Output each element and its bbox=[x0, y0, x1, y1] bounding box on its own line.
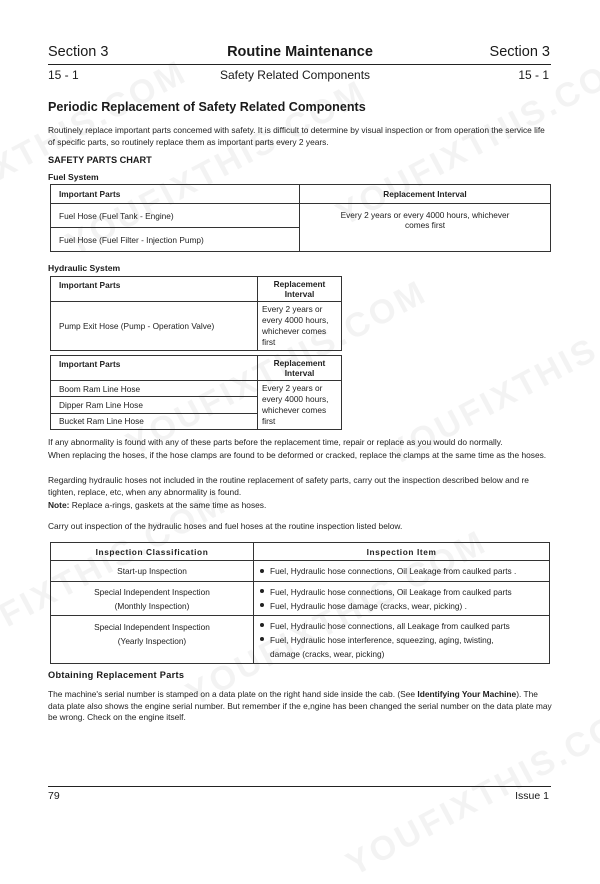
inspection-item bbox=[260, 599, 541, 613]
inspection-item-text: Fuel, Hydraulic hose damage (cracks, wear, picking) . bbox=[270, 600, 467, 611]
table-row: Dipper Ram Line Hose bbox=[51, 397, 258, 413]
bullet-icon bbox=[260, 637, 264, 641]
footer-rule bbox=[48, 786, 551, 787]
inspection-item-text: Fuel, Hydraulic hose connections, Oil Leakage from caulked parts bbox=[270, 586, 512, 597]
inspection-col-item: Inspection Item bbox=[254, 543, 550, 561]
header-section-right: Section 3 bbox=[489, 44, 550, 60]
fuel-table bbox=[50, 184, 551, 252]
hydraulic-system-label: Hydraulic System bbox=[48, 263, 121, 273]
inspection-item bbox=[260, 633, 541, 647]
header-subtitle: Safety Related Components bbox=[219, 68, 371, 82]
header-section-left: Section 3 bbox=[48, 44, 109, 60]
hydraulic-interval: Every 2 years or every 4000 hours, whichever comes first bbox=[258, 302, 342, 351]
inspection-item-text: Fuel, Hydraulic hose interference, squeezing, aging, twisting, bbox=[270, 634, 494, 645]
hydraulic-table-2 bbox=[50, 355, 342, 430]
table-row bbox=[51, 582, 254, 616]
inspection-col-class: Inspection Classification bbox=[51, 543, 254, 561]
table-row: Fuel Hose (Fuel Tank - Engine) bbox=[51, 204, 300, 228]
hydraulic-col-interval: Replacement Interval bbox=[258, 356, 342, 381]
inspection-class: Special Independent Inspection bbox=[94, 622, 210, 632]
inspection-items bbox=[254, 616, 550, 664]
note-paragraph-1: If any abnormality is found with any of these parts before the replacement time, repair or replace as you would do normally. bbox=[48, 437, 503, 447]
hydraulic-col-parts: Important Parts bbox=[51, 356, 258, 381]
inspection-item-continued: damage (cracks, wear, picking) bbox=[270, 648, 385, 659]
chart-heading: SAFETY PARTS CHART bbox=[48, 155, 152, 165]
note-text: Replace a-rings, gaskets at the same time as hoses. bbox=[69, 500, 267, 510]
note-paragraph-4: Carry out inspection of the hydraulic hoses and fuel hoses at the routine inspection listed below. bbox=[48, 521, 403, 531]
intro-paragraph: Routinely replace important parts concemed with safety. It is difficult to determine by visual inspection or from operation the service life of specific parts, so routinely replace them as important parts every 2 years. bbox=[48, 125, 545, 147]
note-line bbox=[48, 500, 553, 512]
obtaining-text-after: ). The data plate also shows the engine serial number. But remember if the e,ngine has been changed the serial number on the data plate may be wrong. Check on the engine itself. bbox=[48, 689, 552, 723]
inspection-table bbox=[50, 542, 550, 664]
fuel-col-parts: Important Parts bbox=[51, 185, 300, 204]
inspection-item-text: Fuel, Hydraulic hose connections, all Leakage from caulked parts bbox=[270, 620, 510, 631]
header-title: Routine Maintenance bbox=[227, 44, 373, 60]
header-page-right: 15 - 1 bbox=[518, 68, 549, 82]
note-label: Note: bbox=[48, 500, 70, 510]
fuel-interval: Every 2 years or every 4000 hours, whichever comes first bbox=[300, 204, 551, 252]
inspection-class-sub: (Yearly Inspection) bbox=[117, 636, 187, 646]
identifying-machine-link[interactable]: Identifying Your Machine bbox=[417, 689, 517, 699]
table-row: Bucket Ram Line Hose bbox=[51, 413, 258, 429]
bullet-icon bbox=[260, 623, 264, 627]
table-row: Pump Exit Hose (Pump - Operation Valve) bbox=[51, 302, 258, 351]
inspection-items bbox=[254, 561, 550, 582]
inspection-class: Start-up Inspection bbox=[117, 566, 187, 576]
footer-issue: Issue 1 bbox=[515, 790, 549, 802]
fuel-col-interval: Replacement Interval bbox=[300, 185, 551, 204]
table-row: Boom Ram Line Hose bbox=[51, 381, 258, 397]
inspection-class-sub: (Monthly Inspection) bbox=[114, 600, 190, 611]
fuel-system-label: Fuel System bbox=[48, 172, 99, 182]
hydraulic-interval: Every 2 years or every 4000 hours, whichever comes first bbox=[258, 381, 342, 430]
table-row bbox=[51, 616, 254, 664]
table-row bbox=[51, 561, 254, 582]
inspection-item bbox=[260, 585, 541, 599]
header-rule bbox=[48, 64, 551, 65]
header-page-left: 15 - 1 bbox=[48, 68, 79, 82]
note-paragraph-3: Regarding hydraulic hoses not included in the routine replacement of safety parts, carry out the inspection described below and re tighten, replace, etc, when any abnormality is found. bbox=[48, 475, 529, 497]
obtaining-text-before: The machine's serial number is stamped on a data plate on the right hand side inside the cab. (See bbox=[48, 689, 418, 699]
bullet-icon bbox=[260, 603, 264, 607]
note-paragraph-2: When replacing the hoses, if the hose clamps are found to be deformed or cracked, replace the clamps at the same time as the hoses. bbox=[48, 450, 547, 460]
inspection-item bbox=[260, 566, 541, 576]
page-heading: Periodic Replacement of Safety Related Components bbox=[48, 100, 366, 114]
hydraulic-col-parts: Important Parts bbox=[51, 277, 258, 302]
hydraulic-col-interval: Replacement Interval bbox=[258, 277, 342, 302]
table-row: Fuel Hose (Fuel Filter - Injection Pump) bbox=[51, 228, 300, 252]
obtaining-heading: Obtaining Replacement Parts bbox=[48, 670, 185, 680]
bullet-icon bbox=[260, 589, 264, 593]
inspection-class: Special Independent Inspection bbox=[94, 586, 210, 597]
footer-page-number: 79 bbox=[48, 790, 60, 802]
inspection-item bbox=[260, 619, 541, 633]
hydraulic-table-1 bbox=[50, 276, 342, 351]
obtaining-paragraph bbox=[48, 689, 553, 724]
bullet-icon bbox=[260, 569, 264, 573]
inspection-item-text: Fuel, Hydraulic hose connections, Oil Leakage from caulked parts . bbox=[270, 566, 517, 576]
inspection-items bbox=[254, 582, 550, 616]
